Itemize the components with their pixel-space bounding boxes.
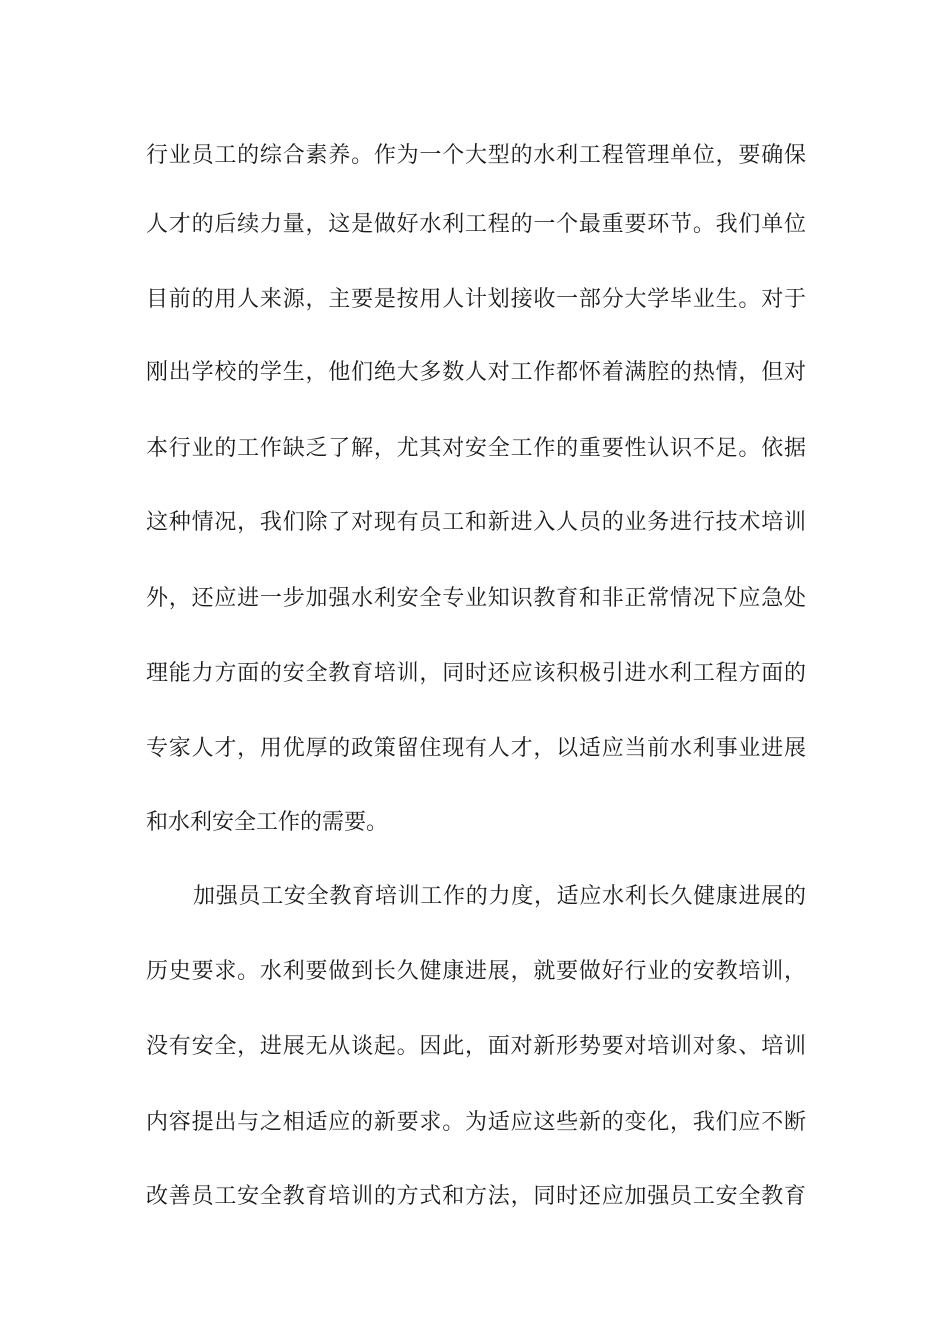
text-line-6: 这种情况，我们除了对现有员工和新进入人员的业务进行技术培训 (146, 510, 806, 535)
text-line-10: 和水利安全工作的需要。 (146, 810, 389, 835)
text-line-5: 本行业的工作缺乏了解，尤其对安全工作的重要性认识不足。依据 (146, 436, 806, 461)
text-line-9: 专家人才，用优厚的政策留住现有人才，以适应当前水利事业进展 (146, 736, 806, 761)
text-line-1: 行业员工的综合素养。作为一个大型的水利工程管理单位，要确保 (146, 143, 806, 168)
text-line-13: 没有安全，进展无从谈起。因此，面对新形势要对培训对象、培训 (146, 1034, 806, 1059)
text-line-15: 改善员工安全教育培训的方式和方法，同时还应加强员工安全教育 (146, 1184, 806, 1209)
text-line-11: 加强员工安全教育培训工作的力度，适应水利长久健康进展的 (193, 884, 806, 909)
text-line-7: 外，还应进一步加强水利安全专业知识教育和非正常情况下应急处 (146, 586, 806, 611)
text-line-2: 人才的后续力量，这是做好水利工程的一个最重要环节。我们单位 (146, 212, 806, 237)
text-line-3: 目前的用人来源，主要是按用人计划接收一部分大学毕业生。对于 (146, 287, 806, 312)
text-line-4: 刚出学校的学生，他们绝大多数人对工作都怀着满腔的热情，但对 (146, 360, 806, 385)
text-line-8: 理能力方面的安全教育培训，同时还应该积极引进水利工程方面的 (146, 661, 806, 686)
text-line-14: 内容提出与之相适应的新要求。为适应这些新的变化，我们应不断 (146, 1110, 806, 1135)
text-line-12: 历史要求。水利要做到长久健康进展，就要做好行业的安教培训， (146, 959, 806, 984)
